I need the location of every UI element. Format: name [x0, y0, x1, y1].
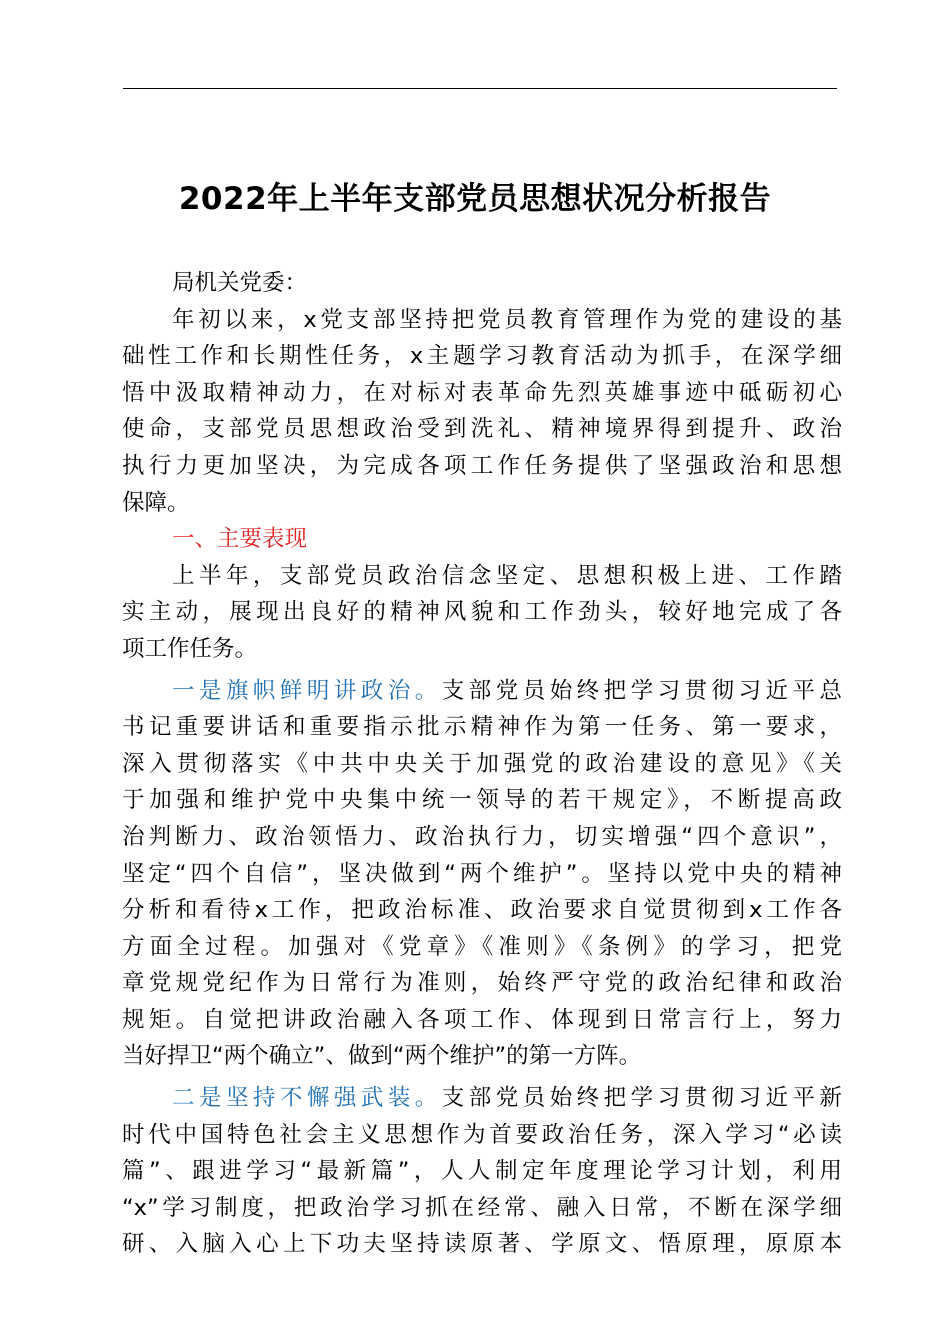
- section-line: 项工作任务。: [122, 635, 258, 662]
- section-heading: 一、主要表现: [172, 526, 308, 553]
- point-line: 时代中国特色社会主义思想作为首要政治任务，深入学习“必读: [122, 1121, 842, 1148]
- point-line: 当好捍卫“两个确立”、做到“两个维护”的第一方阵。: [122, 1043, 642, 1070]
- point-text: 支部党员始终把学习贯彻习近平总: [441, 677, 842, 704]
- header-rule: [123, 88, 837, 89]
- point-line: 章党规党纪作为日常行为准则，始终严守党的政治纪律和政治: [122, 970, 842, 997]
- document-body: [122, 265, 842, 1263]
- point-line: 规矩。自觉把讲政治融入各项工作、体现到日常言行上，努力: [122, 1006, 842, 1033]
- point-line: 研、入脑入心上下功夫坚持读原著、学原文、悟原理，原原本: [122, 1231, 842, 1258]
- point-line: “x”学习制度，把政治学习抓在经常、融入日常，不断在深学细: [122, 1194, 842, 1221]
- section-line: 实主动，展现出良好的精神风貌和工作劲头，较好地完成了各: [122, 599, 842, 626]
- intro-line: 年初以来，x党支部坚持把党员教育管理作为党的建设的基: [172, 306, 842, 333]
- point-line: 篇”、跟进学习“最新篇”，人人制定年度理论学习计划，利用: [122, 1158, 842, 1185]
- point-heading: 二是坚持不懈强武装。: [172, 1085, 442, 1112]
- intro-line: 执行力更加坚决，为完成各项工作任务提供了坚强政治和思想: [122, 452, 842, 479]
- intro-line: 使命，支部党员思想政治受到洗礼、精神境界得到提升、政治: [122, 416, 842, 443]
- intro-line: 悟中汲取精神动力，在对标对表革命先烈英雄事迹中砥砺初心: [122, 379, 842, 406]
- point-line: 深入贯彻落实《中共中央关于加强党的政治建设的意见》《关: [122, 750, 842, 777]
- point-line: 方面全过程。加强对《党章》《准则》《条例》的学习，把党: [122, 933, 842, 960]
- point-first-line: [122, 1080, 842, 1117]
- document-title: 2022年上半年支部党员思想状况分析报告: [178, 181, 772, 217]
- point-first-line: [122, 673, 842, 710]
- point-line: 书记重要讲话和重要指示批示精神作为第一任务、第一要求，: [122, 714, 842, 741]
- point-line: 于加强和维护党中央集中统一领导的若干规定》，不断提高政: [122, 787, 842, 814]
- point-heading: 一是旗帜鲜明讲政治。: [172, 677, 442, 704]
- point-line: 分析和看待x工作，把政治标准、政治要求自觉贯彻到x工作各: [122, 897, 842, 924]
- point-line: 坚定“四个自信”，坚决做到“两个维护”。坚持以党中央的精神: [122, 860, 842, 887]
- point-text: 支部党员始终把学习贯彻习近平新: [441, 1085, 842, 1112]
- salutation: 局机关党委：: [172, 270, 308, 296]
- intro-line: 保障。: [122, 489, 190, 516]
- point-line: 治判断力、政治领悟力、政治执行力，切实增强“四个意识”，: [122, 823, 842, 850]
- section-line: 上半年，支部党员政治信念坚定、思想积极上进、工作踏: [172, 562, 842, 589]
- intro-line: 础性工作和长期性任务，x主题学习教育活动为抓手，在深学细: [122, 343, 842, 370]
